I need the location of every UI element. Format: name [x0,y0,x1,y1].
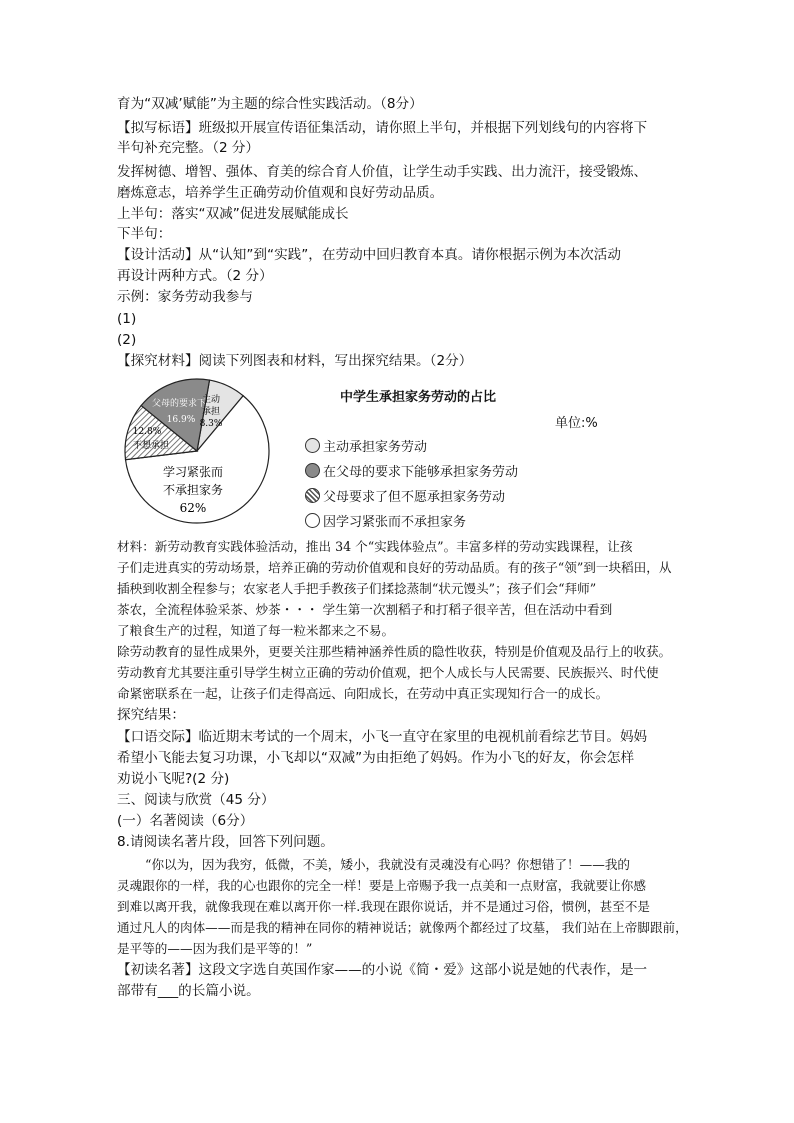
material-line: 插秧到收割全程参与；农家老人手把手教孩子们揉捻蒸制“状元馒头”；孩子们会“拜师” [117,581,597,596]
slice-label: 12.8% [132,427,162,437]
quote-line: “你以为，因为我穷，低微，不美，矮小，我就没有灵魂没有心吗？你想错了！——我的 [145,857,631,872]
slice-label: 不承担家务 [162,483,224,497]
text-line: 劝说小飞呢?(2 分) [117,771,230,787]
slice-label: 学习紧张而 [162,465,224,479]
legend-swatch [305,513,320,528]
legend-label: 因学习紧张而不承担家务 [323,515,467,530]
text-line: 【初读名著】这段文字选自英国作家——的小说《简・爱》这部小说是她的代表作，是一 [117,962,648,978]
text-line: 发挥树德、增智、强体、育美的综合育人价值，让学生动手实践、出力流汗，接受锻炼、 [117,164,648,180]
quote-line: 到难以离开我，就像我现在难以离开你一样.我现在跟你说话，并不是通过习俗，惯例，甚至不是 [117,899,650,914]
text-line: 半句补充完整。（2 分） [117,140,260,156]
slice-label: 不想承担 [132,441,170,451]
text-line: 下半句： [117,226,172,242]
text-line: 【口语交际】临近期末考试的一个周末，小飞一直守在家里的电视机前看综艺节目。妈妈 [117,729,648,745]
slice-label: 62% [179,501,207,515]
legend-label: 主动承担家务劳动 [323,440,428,455]
text-line: 希望小飞能去复习功课，小飞却以“双减”为由拒绝了妈妈。作为小飞的好友，你会怎样 [117,750,635,766]
legend-item [305,486,505,505]
slice-label: 承担 [201,407,221,417]
text-line: 部带有___的长篇小说。 [117,983,260,999]
quote-line: 是平等的——因为我们是平等的！” [117,941,313,956]
chart-unit: 单位:% [555,416,598,431]
slice-label: 8.3% [199,419,223,429]
legend-swatch [305,463,320,478]
material-line: 劳动教育尤其要注重引导学生树立正确的劳动价值观，把个人成长与人民需要、民族振兴、时代使 [117,665,659,680]
quote-line: 灵魂跟你的一样，我的心也跟你的完全一样！要是上帝赐予我一点美和一点财富，我就要让你感 [117,878,646,893]
text-line: (2) [117,332,137,348]
text-line: (1) [117,311,137,327]
slice-label: 16.9% [166,415,196,425]
slice-label: 父母的要求下 [151,399,207,409]
material-line: 茶农，全流程体验采茶、炒茶・・・ 学生第一次割稻子和打稻子很辛苦，但在活动中看到 [117,602,613,617]
text-line: 【拟写标语】班级拟开展宣传语征集活动，请你照上半句，并根据下列划线句的内容将下 [117,120,648,136]
section-heading: 三、阅读与欣赏（45 分） [117,792,275,808]
legend-item [305,511,466,530]
text-line: 【探究材料】阅读下列图表和材料，写出探究结果。（2分） [117,353,473,369]
legend-swatch [305,438,320,453]
pie-chart [117,376,277,526]
material-line: 材料：新劳动教育实践体验活动，推出 34 个“实践体验点”。丰富多样的劳动实践课程，让孩 [117,539,633,554]
legend-swatch [305,488,320,503]
material-line: 命紧密联系在一起，让孩子们走得高远、向阳成长，在劳动中真正实现知行合一的成长。 [117,686,609,701]
legend-item [305,436,427,455]
text-line: 【设计活动】从“认知”到“实践”，在劳动中回归教育本真。请你根据示例为本次活动 [117,247,621,263]
material-line: 了粮食生产的过程，知道了每一粒米都来之不易。 [117,623,395,638]
quote-line: 通过凡人的肉体——而是我的精神在同你的精神说话；就像两个都经过了坟墓， 我们站在上帝脚跟前， [117,920,688,935]
legend-item [305,461,518,480]
slice-label: 主动 [201,395,221,405]
text-line: 示例：家务劳动我参与 [117,289,253,305]
subsection-heading: (一）名著阅读（6分） [117,813,254,829]
chart-title: 中学生承担家务劳动的占比 [340,390,497,405]
legend-label: 父母要求了但不愿承担家务劳动 [323,490,506,505]
text-line: 上半句：落实“双减”促进发展赋能成长 [117,206,349,222]
material-line: 子们走进真实的劳动场景，培养正确的劳动价值观和良好的劳动品质。有的孩子“领”到一块稻田，从 [117,560,672,575]
legend-label: 在父母的要求下能够承担家务劳动 [323,465,519,480]
text-line: 育为“双减’赋能”为主题的综合性实践活动。（8分） [117,96,423,112]
text-line: 探究结果： [117,707,185,723]
question-line: 8.请阅读名著片段，回答下列问题。 [117,834,334,850]
text-line: 再设计两种方式。（2 分） [117,268,273,284]
text-line: 磨炼意志，培养学生正确劳动价值观和良好劳动品质。 [117,185,444,201]
material-line: 除劳动教育的显性成果外，更要关注那些精神涵养性质的隐性收获，特别是价值观及品行上的收获。 [117,644,672,659]
